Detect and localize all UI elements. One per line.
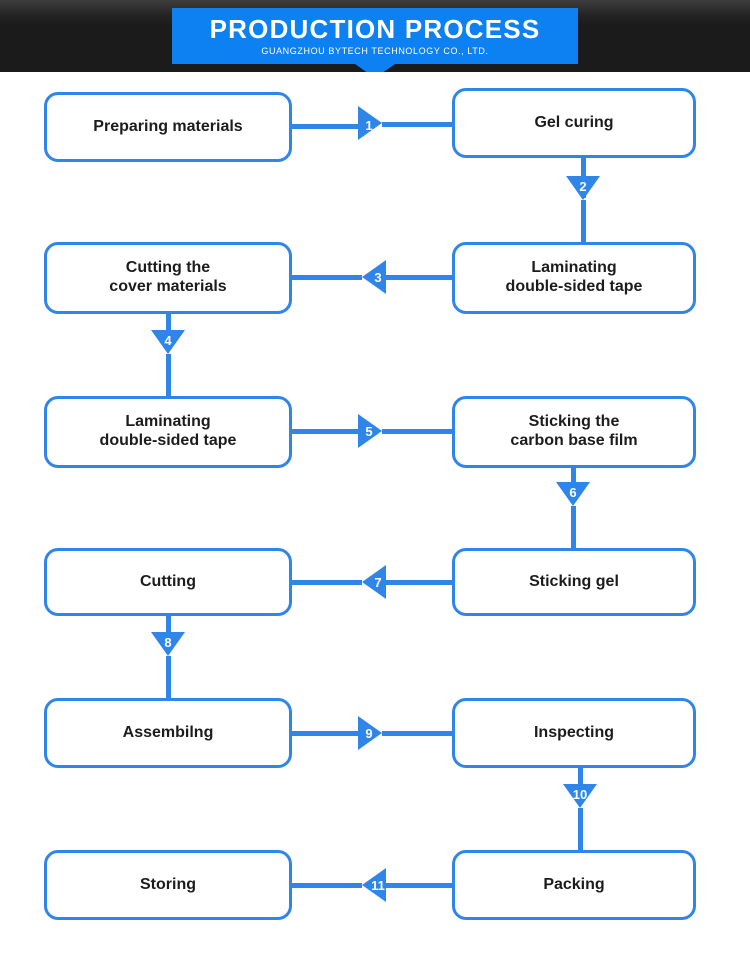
connector-2b: [581, 200, 586, 242]
step-number-9: 9: [365, 726, 373, 741]
title-plate: [172, 8, 578, 64]
step-number-4: 4: [164, 333, 172, 348]
node-inspecting[interactable]: [452, 698, 696, 768]
connector-11b: [292, 883, 362, 888]
node-label: Inspecting: [533, 723, 614, 741]
connector-1: [292, 124, 358, 129]
node-label-line2: cover materials: [109, 278, 227, 295]
step-number-5: 5: [365, 424, 373, 439]
step-number-10: 10: [572, 787, 588, 802]
node-preparing-materials[interactable]: [44, 92, 292, 162]
node-laminating-double-sided-tape-2[interactable]: [44, 396, 292, 468]
connector-4b: [166, 354, 171, 396]
node-label: Preparing materials: [93, 117, 243, 135]
node-gel-curing[interactable]: [452, 88, 696, 158]
company-name: GUANGZHOU BYTECH TECHNOLOGY CO., LTD.: [261, 46, 489, 56]
connector-6b: [571, 506, 576, 548]
node-label-line1: Laminating: [125, 413, 211, 431]
node-label: Packing: [543, 875, 605, 893]
connector-7b: [292, 580, 362, 585]
node-packing[interactable]: [452, 850, 696, 920]
connector-5b: [382, 429, 454, 434]
step-number-8: 8: [164, 635, 172, 650]
step-number-7: 7: [374, 575, 382, 590]
page-title: PRODUCTION PROCESS: [209, 14, 541, 44]
node-label-line2: double-sided tape: [99, 432, 237, 449]
node-label-line1: Laminating: [531, 259, 617, 277]
connector-8b: [166, 656, 171, 698]
node-label: Storing: [140, 875, 196, 893]
connector-3b: [292, 275, 362, 280]
connector-9: [292, 731, 358, 736]
connector-9b: [382, 731, 454, 736]
node-label-line2: carbon base film: [510, 432, 638, 449]
step-number-6: 6: [569, 485, 577, 500]
node-label: Sticking gel: [529, 572, 619, 590]
process-flow-diagram: [0, 72, 750, 960]
connector-10b: [578, 808, 583, 850]
connector-7: [386, 580, 454, 585]
step-number-3: 3: [374, 270, 382, 285]
node-label: Cutting: [140, 572, 196, 590]
node-storing[interactable]: [44, 850, 292, 920]
step-number-1: 1: [365, 118, 373, 133]
node-label-line1: Cutting the: [125, 259, 211, 277]
node-label-line2: double-sided tape: [505, 278, 643, 295]
connector-5: [292, 429, 358, 434]
node-assembling[interactable]: [44, 698, 292, 768]
node-label: Assembilng: [122, 723, 214, 741]
connector-11: [386, 883, 454, 888]
node-laminating-double-sided-tape-1[interactable]: [452, 242, 696, 314]
connector-3: [386, 275, 454, 280]
node-cutting-cover-materials[interactable]: [44, 242, 292, 314]
node-sticking-gel[interactable]: [452, 548, 696, 616]
node-label: Gel curing: [534, 113, 614, 131]
connector-1b: [382, 122, 454, 127]
node-label-line1: Sticking the: [528, 413, 620, 431]
node-cutting[interactable]: [44, 548, 292, 616]
node-sticking-carbon-base-film[interactable]: [452, 396, 696, 468]
step-number-11: 11: [371, 878, 385, 893]
step-number-2: 2: [579, 179, 587, 194]
